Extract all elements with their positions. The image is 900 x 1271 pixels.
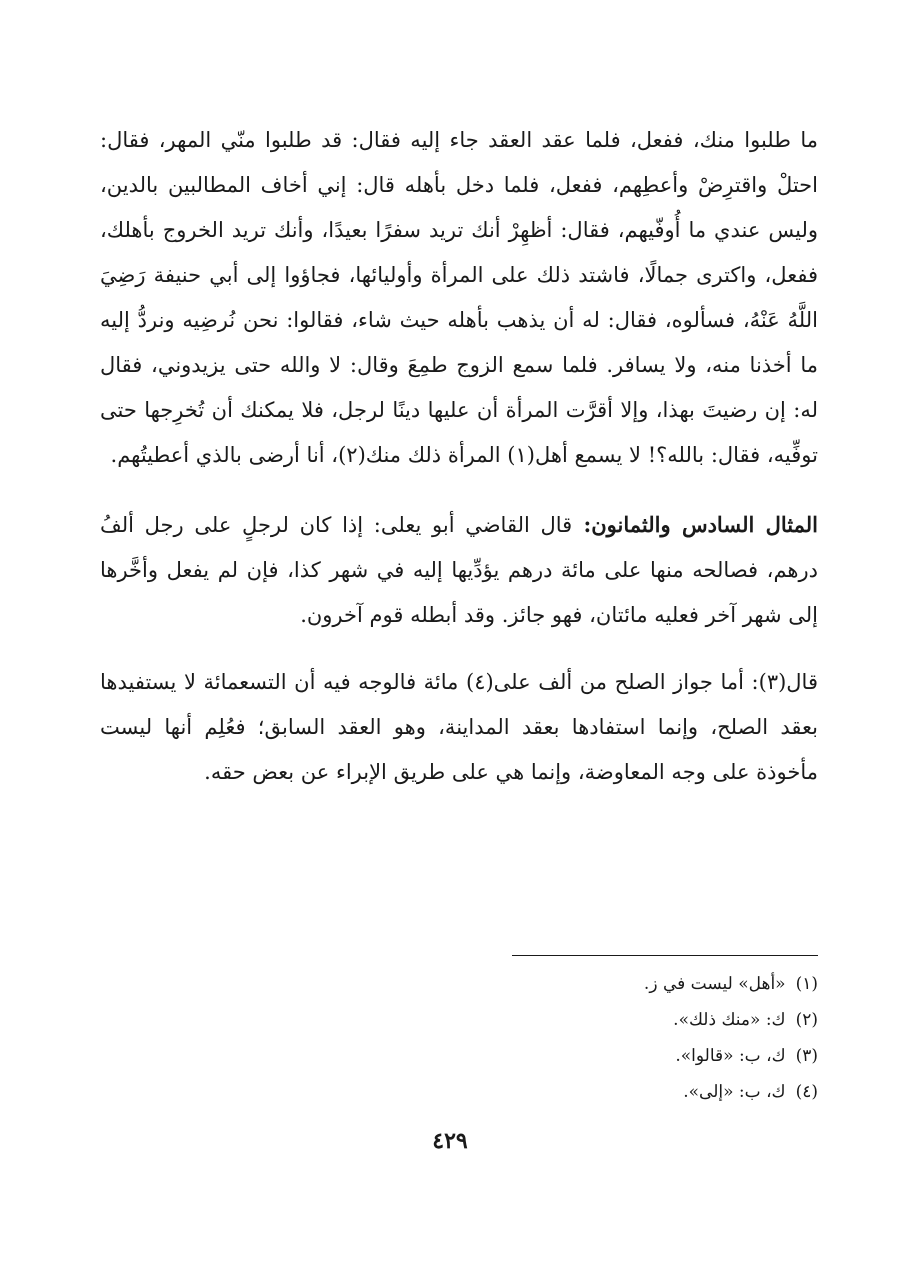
footnote-number: (٤) xyxy=(795,1082,818,1102)
footnote-divider xyxy=(512,955,818,956)
footnote-text: ك: «منك ذلك». xyxy=(673,1010,786,1030)
footnote-3 xyxy=(100,1038,818,1074)
paragraph-3 xyxy=(100,660,818,795)
paragraph-1-text: ما طلبوا منك، ففعل، فلما عقد العقد جاء إليه فقال: قد طلبوا منّي المهر، فقال: احتلْ واقترِضْ وأعطِهم، ففعل، فلما دخل بأهله قال: إني أخاف المطالبين بالدين، وليس عندي ما أُوفّيهم، فقال: أظهِرْ أنك تريد سفرًا بعيدًا، وأنك تريد الخروج بأهلك، ففعل، واكترى جمالًا، فاشتد ذلك على المرأة وأوليائها، فجاؤوا إلى أبي حنيفة رَضِيَ اللَّهُ عَنْهُ، فسألوه، فقال: له أن يذهب بأهله حيث شاء، فقالوا: نحن نُرضِيه ونردُّ إليه ما أخذنا منه، ولا يسافر. فلما سمع الزوج طمِعَ وقال: لا والله حتى يزيدوني، فقال له: إن رضيتَ بهذا، وإلا أقرَّت المرأة أن عليها دينًا لرجل، فلا يمكنك أن تُخرِجها حتى توفِّيه، فقال: بالله؟! لا يسمع أهل(١) المرأة ذلك منك(٢)، أنا أرضى بالذي أعطيتُهم. xyxy=(100,128,818,467)
footnote-number: (٢) xyxy=(795,1010,818,1030)
footnote-text: «أهل» ليست في ز. xyxy=(643,974,786,994)
footnotes xyxy=(100,966,818,1110)
footnote-1 xyxy=(100,966,818,1002)
main-text xyxy=(100,118,818,817)
footnote-4 xyxy=(100,1074,818,1110)
example-86-heading: المثال السادس والثمانون: xyxy=(572,512,818,537)
paragraph-3-text: قال(٣): أما جواز الصلح من ألف على(٤) مائة فالوجه فيه أن التسعمائة لا يستفيدها بعقد الصلح، وإنما استفادها بعقد المداينة، وهو العقد السابق؛ فعُلِم أنها ليست مأخوذة على وجه المعاوضة، وإنما هي على طريق الإبراء عن بعض حقه. xyxy=(100,670,818,784)
paragraph-2 xyxy=(100,502,818,638)
footnote-number: (١) xyxy=(795,974,818,994)
paragraph-2-text: قال القاضي أبو يعلى: إذا كان لرجلٍ على رجل ألفُ درهم، فصالحه منها على مائة درهم يؤدِّيها إليه في شهر كذا، فإن لم يفعل وأخَّرها إلى شهر آخر فعليه مائتان، فهو جائز. وقد أبطله قوم آخرون. xyxy=(100,513,818,627)
footnote-text: ك، ب: «إلى». xyxy=(683,1082,786,1102)
footnote-2 xyxy=(100,1002,818,1038)
paragraph-1 xyxy=(100,118,818,478)
page-number: ٤٢٩ xyxy=(432,1128,468,1154)
footnote-text: ك، ب: «قالوا». xyxy=(675,1046,786,1066)
footnote-number: (٣) xyxy=(795,1046,818,1066)
